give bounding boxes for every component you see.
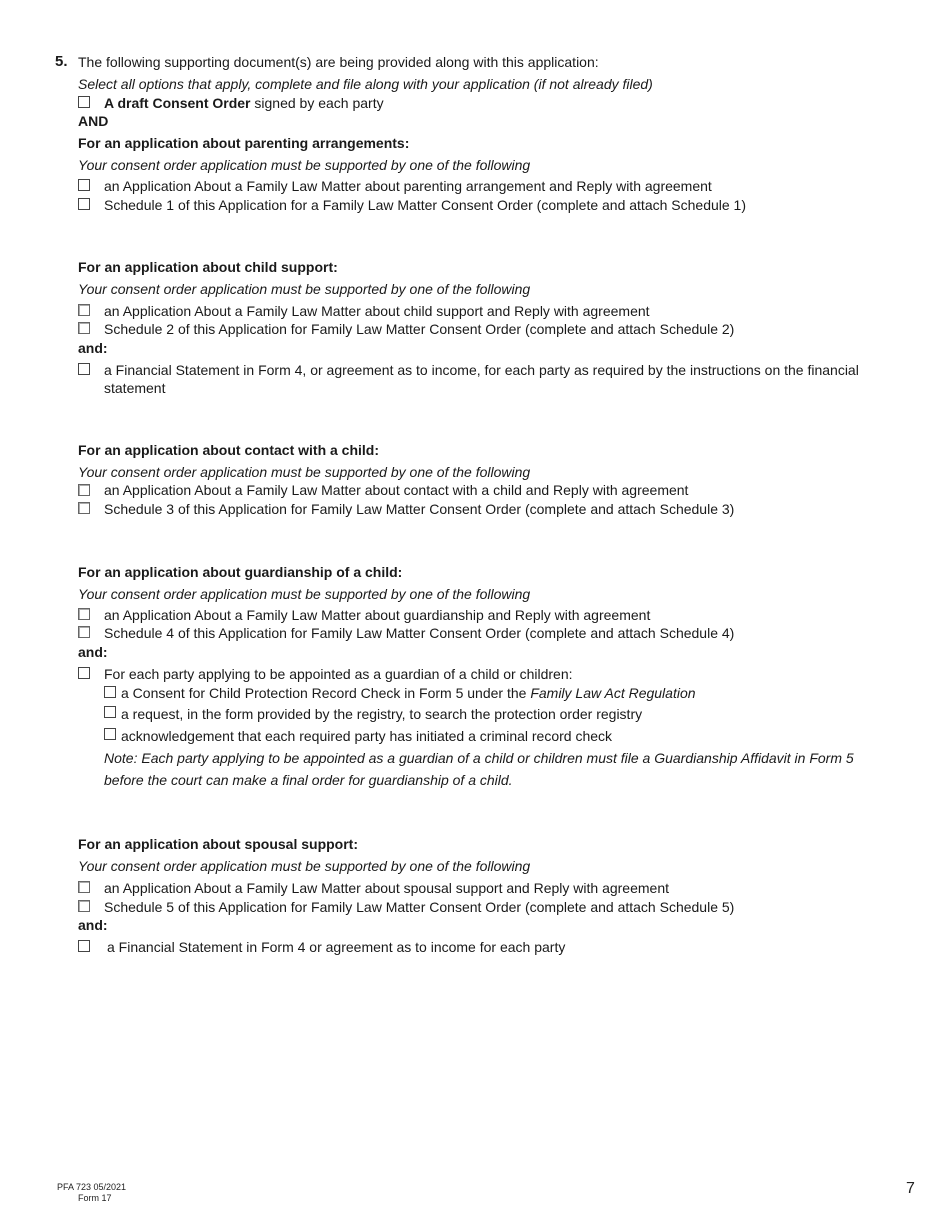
guardianship-sub2-label: a request, in the form provided by the registry, to search the protection order registry bbox=[121, 706, 643, 722]
guardianship-and: and: bbox=[78, 644, 108, 660]
and-connector: AND bbox=[78, 113, 109, 129]
contact-heading: For an application about contact with a child: bbox=[78, 442, 380, 458]
footer-form-code: PFA 723 05/2021 bbox=[57, 1182, 127, 1192]
parenting-option2-checkbox[interactable] bbox=[78, 198, 90, 210]
child-support-instruction: Your consent order application must be supported by one of the following bbox=[78, 281, 531, 297]
spousal-financial-label: a Financial Statement in Form 4 or agreement as to income for each party bbox=[107, 939, 566, 955]
guardianship-sub1-text: a Consent for Child Protection Record Check in Form 5 under the bbox=[121, 685, 531, 701]
footer-form-name: Form 17 bbox=[78, 1193, 112, 1203]
guardianship-sub3-checkbox[interactable] bbox=[104, 728, 116, 740]
draft-consent-order-rest: signed by each party bbox=[250, 95, 384, 111]
guardianship-each-party-label: For each party applying to be appointed as a guardian of a child or children: bbox=[104, 666, 573, 682]
guardianship-option2-checkbox[interactable] bbox=[78, 626, 90, 638]
guardianship-option1-label: an Application About a Family Law Matter about guardianship and Reply with agreement bbox=[104, 607, 651, 623]
child-support-option1-checkbox[interactable] bbox=[78, 304, 90, 316]
spousal-instruction: Your consent order application must be supported by one of the following bbox=[78, 858, 531, 874]
parenting-instruction: Your consent order application must be supported by one of the following bbox=[78, 157, 531, 173]
spousal-option1-checkbox[interactable] bbox=[78, 881, 90, 893]
parenting-option1-label: an Application About a Family Law Matter about parenting arrangement and Reply with agreement bbox=[104, 178, 712, 194]
child-support-option2-label: Schedule 2 of this Application for Family Law Matter Consent Order (complete and attach Schedule 2) bbox=[104, 321, 735, 337]
contact-instruction: Your consent order application must be supported by one of the following bbox=[78, 464, 531, 480]
guardianship-heading: For an application about guardianship of a child: bbox=[78, 564, 403, 580]
child-support-financial-line1: a Financial Statement in Form 4, or agreement as to income, for each party as required by the instructions on the financial bbox=[104, 362, 859, 378]
guardianship-note-line1: Note: Each party applying to be appointed as a guardian of a child or children must file a Guardianship Affidavit in Form 5 bbox=[104, 750, 854, 766]
guardianship-sub1-checkbox[interactable] bbox=[104, 686, 116, 698]
contact-option1-checkbox[interactable] bbox=[78, 484, 90, 496]
guardianship-option2-label: Schedule 4 of this Application for Family Law Matter Consent Order (complete and attach Schedule 4) bbox=[104, 625, 735, 641]
child-support-financial-checkbox[interactable] bbox=[78, 363, 90, 375]
parenting-option1-checkbox[interactable] bbox=[78, 179, 90, 191]
guardianship-sub2-checkbox[interactable] bbox=[104, 706, 116, 718]
draft-consent-order-label bbox=[104, 95, 384, 112]
guardianship-sub1-label bbox=[121, 685, 696, 702]
spousal-and: and: bbox=[78, 917, 108, 933]
child-support-option2-checkbox[interactable] bbox=[78, 322, 90, 334]
page-number: 7 bbox=[906, 1180, 915, 1197]
draft-consent-order-checkbox[interactable] bbox=[78, 96, 90, 108]
child-support-and: and: bbox=[78, 340, 108, 356]
draft-consent-order-bold: A draft Consent Order bbox=[104, 95, 251, 111]
spousal-option1-label: an Application About a Family Law Matter about spousal support and Reply with agreement bbox=[104, 880, 669, 896]
guardianship-sub1-italic: Family Law Act Regulation bbox=[530, 685, 696, 701]
spousal-financial-checkbox[interactable] bbox=[78, 940, 90, 952]
spousal-option2-label: Schedule 5 of this Application for Family Law Matter Consent Order (complete and attach Schedule 5) bbox=[104, 899, 735, 915]
spousal-heading: For an application about spousal support: bbox=[78, 836, 359, 852]
parenting-option2-label: Schedule 1 of this Application for a Family Law Matter Consent Order (complete and attach Schedule 1) bbox=[104, 197, 747, 213]
guardianship-each-party-checkbox[interactable] bbox=[78, 667, 90, 679]
question-instruction: Select all options that apply, complete and file along with your application (if not already filed) bbox=[78, 76, 653, 92]
guardianship-option1-checkbox[interactable] bbox=[78, 608, 90, 620]
child-support-financial-line2: statement bbox=[104, 380, 166, 396]
contact-option1-label: an Application About a Family Law Matter about contact with a child and Reply with agreement bbox=[104, 482, 689, 498]
child-support-heading: For an application about child support: bbox=[78, 259, 338, 275]
guardianship-instruction: Your consent order application must be supported by one of the following bbox=[78, 586, 531, 602]
guardianship-note-line2: before the court can make a final order for guardianship of a child. bbox=[104, 772, 513, 788]
question-number: 5. bbox=[55, 53, 68, 70]
parenting-heading: For an application about parenting arrangements: bbox=[78, 135, 410, 151]
question-title: The following supporting document(s) are being provided along with this application: bbox=[78, 54, 599, 70]
child-support-option1-label: an Application About a Family Law Matter about child support and Reply with agreement bbox=[104, 303, 650, 319]
contact-option2-checkbox[interactable] bbox=[78, 502, 90, 514]
guardianship-sub3-label: acknowledgement that each required party has initiated a criminal record check bbox=[121, 728, 613, 744]
spousal-option2-checkbox[interactable] bbox=[78, 900, 90, 912]
contact-option2-label: Schedule 3 of this Application for Family Law Matter Consent Order (complete and attach Schedule 3) bbox=[104, 501, 735, 517]
